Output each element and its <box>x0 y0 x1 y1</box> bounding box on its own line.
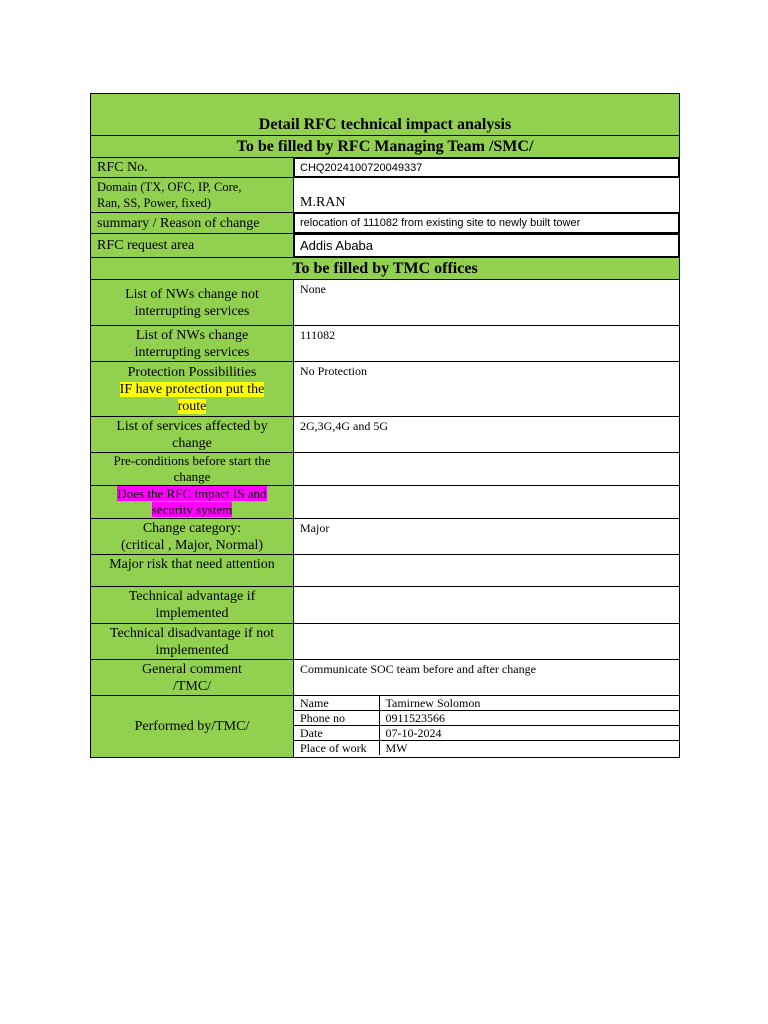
phone-label: Phone no <box>294 711 379 726</box>
rfc-no-label: RFC No. <box>91 158 294 178</box>
smc-section-title: To be filled by RFC Managing Team /SMC/ <box>91 136 680 158</box>
performed-by-row-date <box>294 726 679 741</box>
change-category-value: Major <box>294 519 680 555</box>
domain-label <box>91 178 294 213</box>
preconditions-value <box>294 453 680 486</box>
preconditions-label-line1: Pre-conditions before start the <box>113 453 271 468</box>
general-comment-label <box>91 660 294 696</box>
nw-interrupting-label <box>91 326 294 362</box>
preconditions-label-line2: change <box>173 469 211 484</box>
tech-disadvantage-label <box>91 624 294 660</box>
rfc-no-value: CHQ2024100720049337 <box>294 158 680 178</box>
form-title: Detail RFC technical impact analysis <box>91 94 680 136</box>
name-value: Tamirnew Solomon <box>379 696 679 711</box>
summary-label: summary / Reason of change <box>91 213 294 234</box>
tech-advantage-label <box>91 587 294 624</box>
major-risk-value <box>294 555 680 587</box>
nw-not-interrupting-value: None <box>294 280 680 326</box>
nw-interrupting-value: 111082 <box>294 326 680 362</box>
nw-not-interrupting-label-line2: interrupting services <box>134 303 250 319</box>
tech-disadvantage-label-line1: Technical disadvantage if not <box>109 625 275 641</box>
services-affected-label-line2: change <box>172 435 212 451</box>
general-comment-value: Communicate SOC team before and after change <box>294 660 680 696</box>
is-security-label <box>91 486 294 519</box>
tech-advantage-label-line1: Technical advantage if <box>128 589 256 604</box>
date-label: Date <box>294 726 379 741</box>
general-comment-label-line2: /TMC/ <box>172 678 212 694</box>
performed-by-row-place <box>294 741 679 756</box>
protection-label <box>91 362 294 417</box>
request-area-value: Addis Ababa <box>294 234 680 258</box>
phone-value: 0911523566 <box>379 711 679 726</box>
domain-label-line1: Domain (TX, OFC, IP, Core, <box>97 180 242 194</box>
services-affected-label <box>91 417 294 453</box>
change-category-label-line2: (critical , Major, Normal) <box>120 537 264 553</box>
name-label: Name <box>294 696 379 711</box>
place-value: MW <box>379 741 679 756</box>
change-category-label-line1: Change category: <box>142 520 242 536</box>
domain-value: M.RAN <box>294 178 680 213</box>
rfc-impact-analysis-form <box>90 93 680 758</box>
performed-by-row-name <box>294 696 679 711</box>
tmc-section-title: To be filled by TMC offices <box>91 258 680 280</box>
is-security-value <box>294 486 680 519</box>
performed-by-row-phone <box>294 711 679 726</box>
performed-by-details <box>294 696 680 758</box>
major-risk-label: Major risk that need attention <box>91 555 294 587</box>
summary-value: relocation of 111082 from existing site to newly built tower <box>294 213 680 234</box>
general-comment-label-line1: General comment <box>142 661 242 677</box>
tech-disadvantage-value <box>294 624 680 660</box>
performed-by-table <box>294 696 679 755</box>
protection-label-line1: Protection Possibilities <box>127 364 257 380</box>
nw-interrupting-label-line1: List of NWs change <box>135 327 249 343</box>
preconditions-label <box>91 453 294 486</box>
tech-disadvantage-label-line2: implemented <box>155 642 229 658</box>
place-label: Place of work <box>294 741 379 756</box>
nw-not-interrupting-label-line1: List of NWs change not <box>125 286 259 302</box>
domain-label-line2: Ran, SS, Power, fixed) <box>97 196 212 210</box>
change-category-label <box>91 519 294 555</box>
request-area-label: RFC request area <box>91 234 294 258</box>
services-affected-label-line1: List of services affected by <box>116 418 268 434</box>
protection-value: No Protection <box>294 362 680 417</box>
protection-label-line3: route <box>177 398 207 414</box>
nw-not-interrupting-label <box>91 280 294 326</box>
is-security-label-line2: security system <box>151 502 233 517</box>
is-security-label-line1: Does the RFC impact IS and <box>117 486 267 501</box>
performed-by-label: Performed by/TMC/ <box>91 696 294 758</box>
tech-advantage-label-line2: implemented <box>155 606 229 621</box>
date-value: 07-10-2024 <box>379 726 679 741</box>
protection-label-line2: IF have protection put the <box>119 381 265 397</box>
tech-advantage-value <box>294 587 680 624</box>
services-affected-value: 2G,3G,4G and 5G <box>294 417 680 453</box>
nw-interrupting-label-line2: interrupting services <box>134 344 250 360</box>
